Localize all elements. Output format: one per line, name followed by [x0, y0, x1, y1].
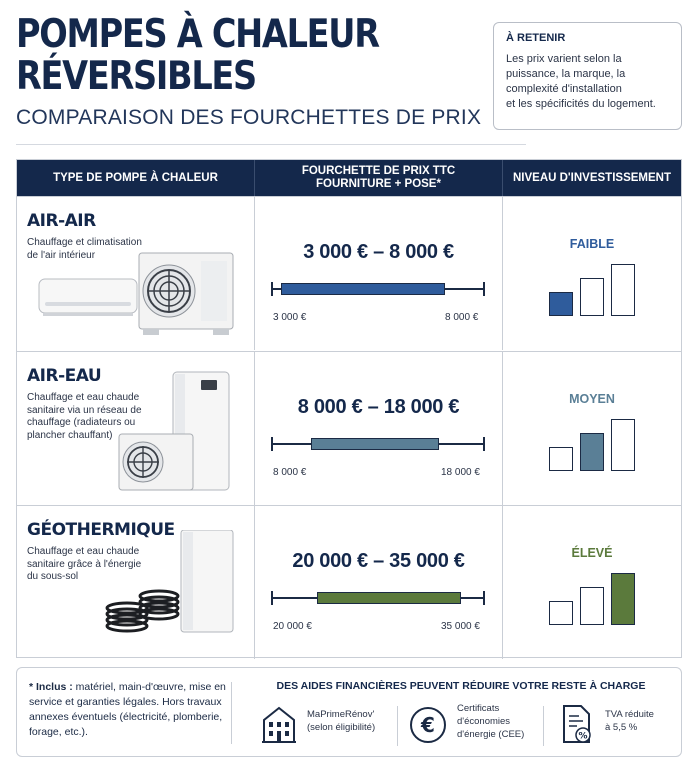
page-title-line1: POMPES À CHALEUR [16, 12, 379, 57]
price-range-bar [281, 283, 445, 295]
level-bar-1 [549, 292, 573, 316]
comparison-table [16, 159, 682, 658]
retain-line: puissance, la marque, la [506, 68, 626, 80]
retain-heading: À RETENIR [506, 32, 566, 44]
air-eau-unit-illustration [117, 368, 247, 498]
type-cell [17, 506, 255, 659]
price-axis [271, 282, 485, 296]
price-range: 8 000 € – 18 000 € [297, 396, 460, 418]
aid-maprimerenov [261, 704, 381, 748]
level-bar-3 [611, 419, 635, 471]
aid-line: Certificats [457, 703, 500, 714]
level-bar-3 [611, 573, 635, 625]
svg-text:%: % [578, 731, 588, 742]
price-range-bar [317, 592, 461, 604]
price-axis [271, 437, 485, 451]
aid-tva [561, 704, 671, 748]
header-price-line2: FOURNITURE + POSE* [316, 178, 441, 190]
page-title-block [16, 14, 486, 130]
aid-line: d'économies [457, 716, 511, 727]
price-range: 3 000 € – 8 000 € [303, 241, 454, 263]
type-name: AIR-EAU [27, 366, 102, 386]
level-bar-2 [580, 587, 604, 625]
type-name: AIR-AIR [27, 211, 96, 231]
header-price-line1: FOURCHETTE DE PRIX TTC [301, 165, 456, 177]
level-bars [549, 260, 639, 316]
investment-level: ÉLEVÉ [571, 546, 613, 560]
aids-title: DES AIDES FINANCIÈRES PEUVENT RÉDUIRE VOTRE RESTE À CHARGE [276, 680, 646, 692]
level-bars [549, 569, 639, 625]
retain-line: complexité d'installation [506, 83, 622, 95]
aid-line: TVA réduite [605, 709, 654, 720]
document-percent-icon [561, 704, 593, 744]
level-cell [503, 506, 681, 659]
building-icon [261, 704, 297, 744]
axis-tick-left [271, 437, 273, 451]
level-cell [503, 352, 681, 505]
footer-divider [397, 706, 398, 746]
type-cell [17, 197, 255, 350]
type-cell [17, 352, 255, 505]
table-row [17, 196, 681, 350]
aid-line: (selon éligibilité) [307, 722, 376, 733]
type-desc: Chauffage et eau chaude sanitaire via un réseau de chauffage (radiateurs ou plancher chauffant) [27, 392, 142, 441]
header-level: NIVEAU D'INVESTISSEMENT [512, 171, 671, 184]
type-desc: Chauffage et eau chaude sanitaire grâce à l'énergie du sous-sol [27, 546, 142, 582]
retain-line: et les spécificités du logement. [506, 98, 656, 110]
axis-tick-left [271, 282, 273, 296]
aid-text [457, 702, 524, 741]
euro-icon [409, 706, 447, 744]
retain-text [506, 52, 669, 112]
price-cell [255, 352, 503, 505]
price-max-label: 35 000 € [441, 621, 480, 632]
page-subtitle: COMPARAISON DES FOURCHETTES DE PRIX [16, 106, 482, 129]
price-min-label: 20 000 € [273, 621, 312, 632]
investment-level: FAIBLE [569, 237, 615, 251]
svg-text:€: € [421, 713, 435, 737]
title-divider [16, 144, 526, 145]
aid-line: MaPrimeRénov' [307, 709, 375, 720]
retain-line: Les prix varient selon la [506, 53, 622, 65]
retain-box [493, 22, 682, 130]
table-header [17, 160, 681, 196]
axis-tick-right [483, 591, 485, 605]
header-type: TYPE DE POMPE À CHALEUR [17, 160, 255, 196]
outdoor-unit-icon [119, 434, 193, 490]
price-min-label: 8 000 € [273, 467, 307, 478]
geothermal-unit-illustration [105, 530, 255, 640]
included-note [29, 680, 229, 740]
aid-line: à 5,5 % [605, 722, 638, 733]
pipe-coil-icon [107, 591, 178, 631]
indoor-split-unit-icon [39, 279, 137, 316]
price-cell [255, 197, 503, 350]
price-cell [255, 506, 503, 659]
table-row [17, 351, 681, 505]
price-range: 20 000 € – 35 000 € [292, 550, 465, 572]
page-title-line2: RÉVERSIBLES [16, 54, 256, 99]
level-bar-2 [580, 278, 604, 316]
type-desc: Chauffage et climatisation de l'air intérieur [27, 237, 142, 261]
air-air-unit-illustration [37, 247, 242, 347]
aid-text [307, 708, 375, 734]
aid-line: d'énergie (CEE) [457, 729, 525, 740]
aid-cee [409, 704, 539, 748]
level-bar-1 [549, 447, 573, 471]
header-price [255, 160, 503, 196]
type-name: GÉOTHERMIQUE [27, 520, 175, 540]
axis-tick-right [483, 437, 485, 451]
aid-text [605, 708, 654, 734]
price-max-label: 18 000 € [441, 467, 480, 478]
footer-divider [231, 682, 232, 744]
geothermal-cabinet-icon [181, 530, 233, 632]
included-note-label: * Inclus : [29, 681, 73, 693]
price-range-bar [311, 438, 439, 450]
price-min-label: 3 000 € [273, 312, 307, 323]
price-axis [271, 591, 485, 605]
included-note-text: matériel, main-d'œuvre, mise en service et garanties légales. Hors travaux annexes éventuels (électricité, plomberie, forage, etc.). [29, 681, 226, 738]
axis-tick-left [271, 591, 273, 605]
level-bar-1 [549, 601, 573, 625]
level-bar-2 [580, 433, 604, 471]
table-row [17, 505, 681, 659]
level-cell [503, 197, 681, 350]
investment-level: MOYEN [569, 392, 615, 406]
level-bars [549, 415, 639, 471]
footer-divider [543, 706, 544, 746]
footer-box [16, 667, 682, 757]
axis-tick-right [483, 282, 485, 296]
level-bar-3 [611, 264, 635, 316]
price-max-label: 8 000 € [445, 312, 479, 323]
outdoor-unit-icon [139, 253, 233, 335]
